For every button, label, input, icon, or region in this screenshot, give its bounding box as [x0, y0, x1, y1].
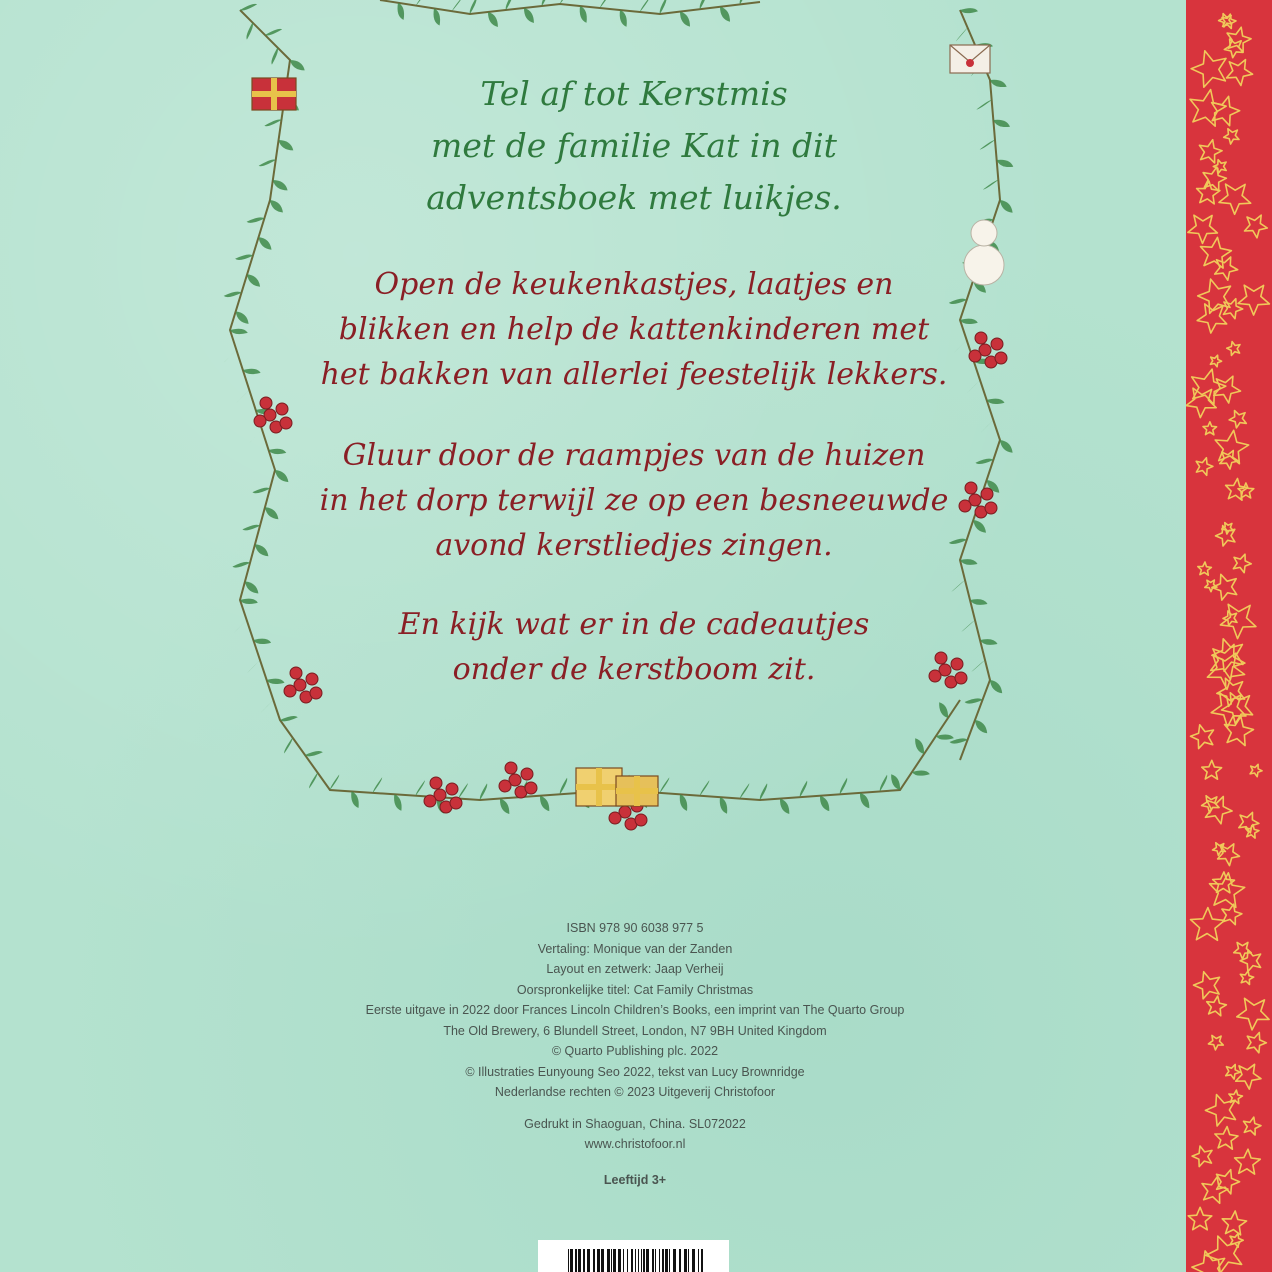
leaf	[240, 4, 257, 11]
leaf	[500, 799, 509, 814]
star-icon	[1227, 342, 1240, 356]
barcode-bar	[570, 1249, 573, 1272]
leaf	[700, 780, 709, 795]
leaf	[939, 702, 948, 718]
star-icon	[1238, 483, 1254, 498]
star-icon	[1188, 1207, 1212, 1230]
barcode-bar	[631, 1249, 633, 1272]
isbn: ISBN 978 90 6038 977 5	[566, 921, 704, 935]
star-icon	[1212, 96, 1240, 125]
leaf	[259, 237, 272, 250]
star-icon	[1191, 51, 1226, 87]
berry	[499, 780, 511, 792]
barcode-bar	[611, 1249, 612, 1272]
star-icon	[1222, 1211, 1246, 1235]
intro-line: met de familie Kat in dit	[431, 126, 837, 165]
barcode-bar	[635, 1249, 636, 1272]
leaf	[452, 0, 463, 11]
barcode-bar	[662, 1249, 664, 1272]
leaf	[660, 0, 667, 14]
star-icon	[1219, 14, 1232, 27]
leaf	[305, 751, 323, 756]
star-icon	[1238, 285, 1269, 315]
star-icon	[1203, 422, 1217, 435]
star-icon	[1206, 1236, 1242, 1272]
star-icon	[1235, 1149, 1261, 1174]
leaf	[560, 778, 567, 795]
berry	[450, 797, 462, 809]
leaf	[416, 780, 425, 795]
gift-ribbon	[616, 788, 658, 794]
leaf	[860, 793, 869, 808]
leaf	[284, 738, 292, 754]
wax-seal	[966, 59, 974, 67]
leaf	[680, 794, 687, 811]
barcode-bar	[673, 1249, 676, 1272]
barcode-bar	[568, 1249, 569, 1272]
intro-line: Tel af tot Kerstmis	[480, 74, 788, 113]
leaf	[524, 8, 534, 23]
layout-credit: Layout en zetwerk: Jaap Verheij	[546, 962, 724, 976]
barcode-bar	[688, 1249, 689, 1272]
star-icon	[1240, 950, 1261, 972]
leaf	[640, 0, 650, 12]
leaf	[459, 783, 468, 799]
barcode-bar	[659, 1249, 660, 1272]
translator: Vertaling: Monique van der Zanden	[537, 941, 733, 956]
berry	[424, 795, 436, 807]
intro-text	[234, 68, 1034, 224]
berry	[446, 783, 458, 795]
barcode-bar	[618, 1249, 621, 1272]
blurb-line: avond kerstliedjes zingen.	[435, 528, 833, 563]
barcode	[538, 1240, 729, 1272]
berry	[525, 782, 537, 794]
star-icon	[1244, 1117, 1262, 1135]
barcode-bar	[665, 1249, 668, 1272]
star-icon	[1188, 215, 1218, 243]
leaf	[960, 8, 978, 13]
star-icon	[1224, 129, 1239, 144]
barcode-bar	[627, 1249, 628, 1272]
barcode-bar	[679, 1249, 681, 1272]
star-icon	[1247, 1033, 1266, 1053]
leaf	[720, 797, 727, 814]
blurb-line: in het dorp terwijl ze op een besneeuwde	[319, 483, 949, 518]
star-icon	[1197, 304, 1227, 333]
printed-in: Gedrukt in Shaoguan, China. SL072022	[524, 1116, 746, 1131]
berry	[635, 814, 647, 826]
star-icon	[1220, 604, 1256, 638]
star-icon	[1227, 60, 1253, 86]
star-icon	[1202, 1177, 1228, 1203]
star-icon	[1197, 181, 1220, 204]
star-icon	[1208, 1035, 1223, 1050]
star-icon	[1192, 1146, 1212, 1167]
leaf	[660, 777, 669, 793]
berry	[521, 768, 533, 780]
berry	[609, 812, 621, 824]
leaf	[309, 773, 317, 789]
leaf	[950, 738, 968, 743]
berry	[505, 762, 517, 774]
star-icon	[1217, 1170, 1240, 1194]
intro-line: adventsboek met luikjes.	[426, 178, 842, 217]
leaf	[891, 774, 900, 790]
leaf	[265, 29, 282, 36]
star-icon	[1240, 971, 1253, 985]
barcode-bar	[593, 1249, 595, 1272]
star-icon	[1198, 562, 1212, 575]
star-icon	[1246, 825, 1260, 839]
barcode-bar	[698, 1249, 699, 1272]
colophon	[300, 918, 970, 1190]
leaf	[620, 10, 627, 27]
leaf	[680, 12, 690, 27]
star-icon	[1219, 184, 1251, 214]
barcode-bar	[684, 1249, 687, 1272]
leaf	[235, 255, 253, 260]
leaf	[720, 7, 730, 22]
leaf	[981, 420, 994, 433]
star-pattern	[1186, 0, 1272, 1272]
star-icon	[1237, 998, 1269, 1030]
blurb-line: En kijk wat er in de cadeautjes	[398, 607, 870, 642]
barcode-bar	[575, 1249, 577, 1272]
leaf	[488, 12, 498, 27]
barcode-bar	[692, 1249, 695, 1272]
barcode-bar	[583, 1249, 585, 1272]
barcode-bar	[655, 1249, 656, 1272]
blurb-line: onder de kerstboom zit.	[452, 652, 816, 687]
barcode-bar	[607, 1249, 610, 1272]
leaf	[261, 700, 274, 713]
leaf	[246, 23, 253, 40]
star-icon	[1194, 972, 1220, 999]
star-icon	[1190, 90, 1226, 127]
leaf	[245, 581, 258, 593]
barcode-bar	[701, 1249, 703, 1272]
leaf	[280, 716, 298, 721]
leaf	[373, 777, 382, 793]
gift-ribbon	[576, 784, 622, 790]
barcode-bar	[638, 1249, 639, 1272]
leaf	[912, 770, 930, 775]
barcode-bar	[641, 1249, 642, 1272]
star-icon	[1215, 430, 1249, 463]
age-label: Leeftijd 3+	[603, 1172, 667, 1187]
leaf	[351, 791, 359, 808]
blurb-line: Gluur door de raampjes van de huizen	[342, 438, 926, 473]
barcode-bar	[578, 1249, 581, 1272]
barcode-bar	[669, 1249, 670, 1272]
website: www.christofoor.nl	[584, 1137, 686, 1151]
blurb-paragraph-kitchen	[234, 262, 1034, 397]
leaf	[416, 0, 427, 6]
first-edition: Eerste uitgave in 2022 door Frances Lincoln Children’s Books, een imprint van The Quarto Group	[365, 1003, 905, 1017]
berry	[430, 777, 442, 789]
leaf	[780, 799, 789, 814]
star-icon	[1220, 451, 1239, 470]
blurb-paragraph-presents	[234, 602, 1034, 692]
berry	[276, 403, 288, 415]
star-icon	[1215, 1127, 1238, 1150]
star-icon	[1207, 996, 1227, 1016]
blurb-paragraph-village	[234, 433, 1034, 568]
star-icon	[1245, 215, 1268, 238]
leaf	[580, 6, 587, 23]
star-icon	[1225, 716, 1254, 745]
barcode-bar	[613, 1249, 616, 1272]
barcode-bar	[623, 1249, 624, 1272]
star-icon	[1202, 760, 1222, 779]
leaf	[480, 783, 487, 800]
leaf	[975, 720, 987, 733]
leaf	[880, 775, 887, 792]
berry	[260, 397, 272, 409]
leaf	[965, 698, 983, 703]
blurb-line: Open de keukenkastjes, laatjes en	[374, 267, 894, 302]
leaf	[840, 778, 847, 795]
leaf	[987, 399, 1005, 404]
dutch-rights: Nederlandse rechten © 2023 Uitgeverij Christofoor	[494, 1085, 776, 1099]
leaf	[800, 781, 807, 798]
berry	[280, 417, 292, 429]
star-icon	[1233, 554, 1251, 573]
leaf	[936, 734, 954, 739]
copyright-publisher: © Quarto Publishing plc. 2022	[551, 1044, 719, 1058]
star-icon	[1226, 1065, 1240, 1080]
star-icon	[1210, 355, 1221, 367]
star-icon	[1196, 458, 1213, 476]
star-icon	[1226, 479, 1248, 501]
star-icon	[1222, 523, 1234, 534]
star-icon	[1236, 1064, 1261, 1089]
leaf	[271, 48, 278, 65]
leaf	[760, 783, 767, 800]
barcode-bar	[643, 1249, 645, 1272]
blurb-line: blikken en help de kattenkinderen met	[338, 312, 930, 347]
leaf	[820, 796, 829, 811]
star-icon	[1198, 279, 1231, 313]
berry	[254, 415, 266, 427]
star-icon	[1229, 411, 1246, 428]
red-star-spine	[1186, 0, 1272, 1272]
star-icon	[1230, 1234, 1243, 1248]
leaf	[434, 8, 441, 25]
star-icon	[1222, 904, 1242, 925]
star-icon	[1201, 237, 1232, 268]
leaf	[915, 738, 924, 754]
barcode-bar	[652, 1249, 654, 1272]
star-icon	[1218, 844, 1240, 866]
leaf	[394, 794, 402, 811]
star-icon	[1215, 257, 1238, 280]
leaf	[470, 0, 477, 14]
leaf	[540, 796, 549, 811]
original-title: Oorspronkelijke titel: Cat Family Christmas	[516, 982, 754, 997]
leaf	[951, 580, 965, 592]
copyright-illustrations: © Illustraties Eunyoung Seo 2022, tekst van Lucy Brownridge	[465, 1064, 805, 1079]
leaf	[740, 783, 749, 798]
barcode-bar	[601, 1249, 604, 1272]
star-icon	[1191, 725, 1214, 749]
leaf	[330, 775, 339, 791]
star-icon	[1186, 388, 1216, 417]
star-icon	[1191, 908, 1225, 941]
barcode-bar	[587, 1249, 590, 1272]
blurb-line: het bakken van allerlei feestelijk lekkers.	[320, 357, 948, 392]
leaf	[956, 28, 968, 42]
star-icon	[1211, 693, 1246, 727]
barcode-bar	[597, 1249, 600, 1272]
leaf	[600, 0, 610, 8]
leaf	[398, 3, 405, 20]
star-icon	[1250, 764, 1262, 776]
barcode-bar	[646, 1249, 649, 1272]
publisher-address: The Old Brewery, 6 Blundell Street, London, N7 9BH United Kingdom	[443, 1023, 827, 1038]
